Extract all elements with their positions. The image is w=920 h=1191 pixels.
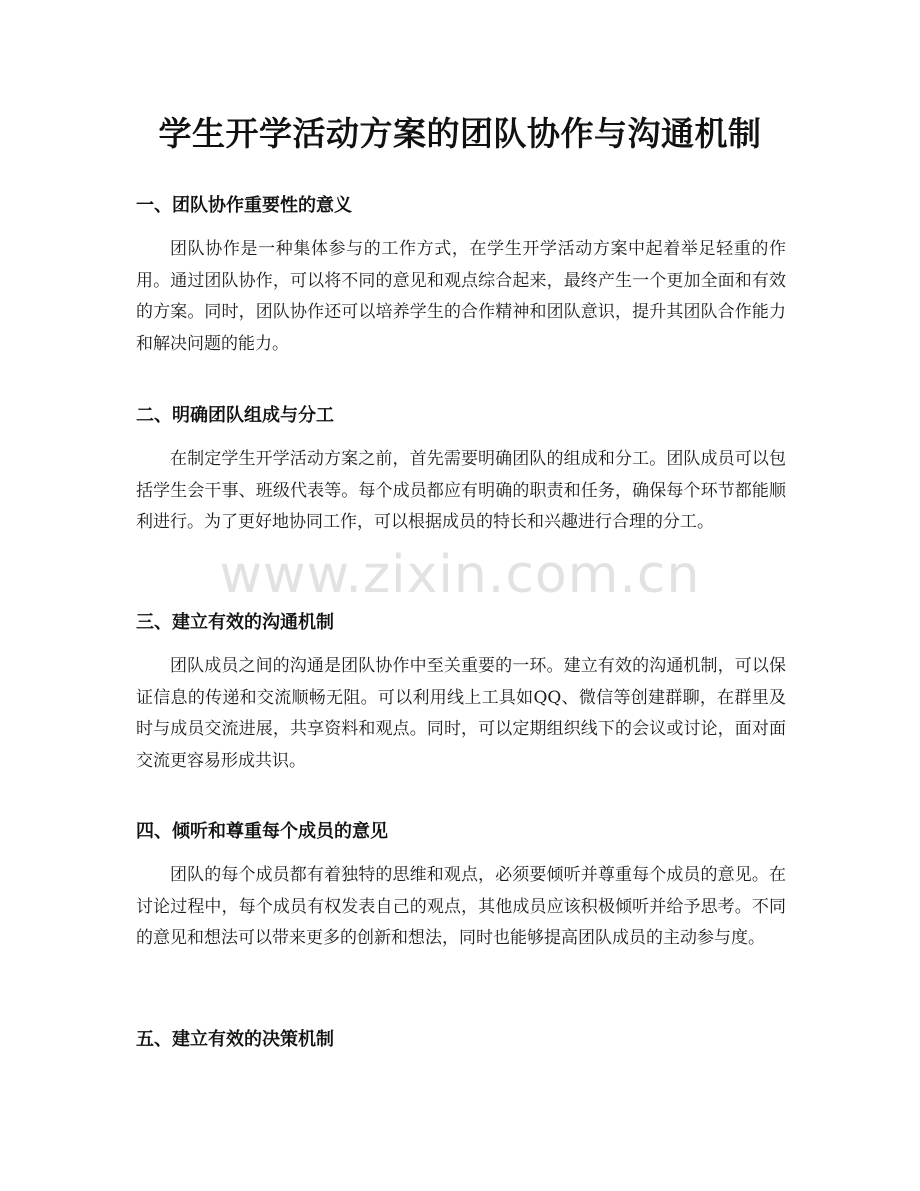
section-heading-1: 一、团队协作重要性的意义 <box>136 195 352 216</box>
section-paragraph-1: 团队协作是一种集体参与的工作方式，在学生开学活动方案中起着举足轻重的作用。通过团队协作，可以将不同的意见和观点综合起来，最终产生一个更加全面和有效的方案。同时，团队协作还可以培养学生的合作精神和团队意识，提升其团队合作能力和解决问题的能力。 <box>136 239 786 354</box>
section-paragraph-2: 在制定学生开学活动方案之前，首先需要明确团队的组成和分工。团队成员可以包括学生会干事、班级代表等。每个成员都应有明确的职责和任务，确保每个环节都能顺利进行。为了更好地协同工作，可以根据成员的特长和兴趣进行合理的分工。 <box>136 449 786 532</box>
watermark: www.zixin.com.cn <box>219 545 701 605</box>
document-title: 学生开学活动方案的团队协作与沟通机制 <box>158 114 762 153</box>
section-heading-2: 二、明确团队组成与分工 <box>136 405 334 426</box>
section-paragraph-4: 团队的每个成员都有着独特的思维和观点，必须要倾听并尊重每个成员的意见。在讨论过程中，每个成员有权发表自己的观点，其他成员应该积极倾听并给予思考。不同的意见和想法可以带来更多的创新和想法，同时也能够提高团队成员的主动参与度。 <box>136 865 786 948</box>
section-heading-4: 四、倾听和尊重每个成员的意见 <box>136 821 388 842</box>
section-paragraph-3: 团队成员之间的沟通是团队协作中至关重要的一环。建立有效的沟通机制，可以保证信息的传递和交流顺畅无阻。可以利用线上工具如QQ、微信等创建群聊，在群里及时与成员交流进展，共享资料和观点。同时，可以定期组织线下的会议或讨论，面对面交流更容易形成共识。 <box>136 656 786 771</box>
section-heading-3: 三、建立有效的沟通机制 <box>136 612 334 633</box>
section-heading-5: 五、建立有效的决策机制 <box>136 1029 334 1050</box>
